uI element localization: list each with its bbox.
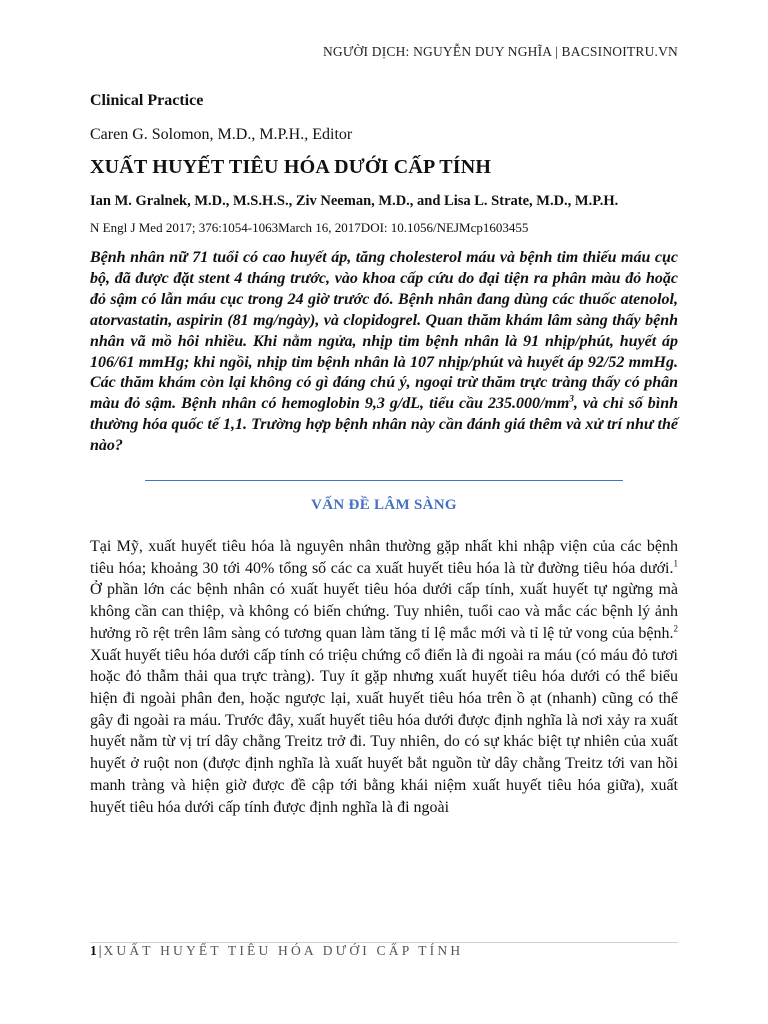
author-list: Ian M. Gralnek, M.D., M.S.H.S., Ziv Neeman, M.D., and Lisa L. Strate, M.D., M.P.H. (90, 193, 619, 209)
running-title: XUẤT HUYẾT TIÊU HÓA DƯỚI CẤP TÍNH (103, 943, 464, 958)
editor-line: Caren G. Solomon, M.D., M.P.H., Editor (90, 126, 353, 143)
page-number: 1 (90, 943, 97, 958)
abstract-text-2: , và chỉ số bình thường hóa quốc tế 1,1. Trường hợp bệnh nhân này cần đánh giá thêm và xử trí như thế nào? (90, 395, 679, 455)
body-text-1: Tại Mỹ, xuất huyết tiêu hóa là nguyên nhân thường gặp nhất khi nhập viện của các bệnh tiêu hóa; khoảng 30 tới 40% tổng số các ca xuất huyết tiêu hóa là từ đường tiêu hóa dưới. (90, 538, 678, 577)
clinical-problem-heading: VẤN ĐỀ LÂM SÀNG (311, 497, 457, 514)
page-footer (90, 942, 678, 958)
body-paragraph (90, 536, 678, 818)
section-label: Clinical Practice (90, 92, 204, 109)
citation-line: N Engl J Med 2017; 376:1054-1063March 16, 2017DOI: 10.1056/NEJMcp1603455 (90, 220, 529, 235)
reference-1: 1 (673, 558, 678, 569)
footer-separator: | (98, 943, 102, 958)
footer-line (90, 943, 463, 959)
body-text-3: Xuất huyết tiêu hóa dưới cấp tính có triệu chứng cổ điển là đi ngoài ra máu (có máu đỏ tươi hoặc đỏ thẫm thải qua trực tràng). Tuy ít gặp nhưng xuất huyết tiêu hóa dưới có thể biểu hiện đi ngoài phân đen, hoặc ngược lại, xuất huyết tiêu hóa trên ồ ạt (nhanh) cũng có thể gây đi ngoài ra máu. Trước đây, xuất huyết tiêu hóa dưới được định nghĩa là nơi xảy ra xuất huyết nằm từ vị trí dây chằng Treitz trở đi. Tuy nhiên, do có sự khác biệt tự nhiên của xuất huyết ở ruột non (được định nghĩa là xuất huyết bắt nguồn từ dây chằng Treitz tới van hồi manh tràng và hiện giờ được đề cập tới bằng khái niệm xuất huyết tiêu hóa giữa), xuất huyết tiêu hóa dưới cấp tính được định nghĩa là đi ngoài (90, 646, 678, 816)
article-content (90, 92, 678, 818)
body-text-2: Ở phần lớn các bệnh nhân có xuất huyết tiêu hóa dưới cấp tính, xuất huyết tự ngừng mà không cần can thiệp, và không có biến chứng. Tuy nhiên, tuổi cao và mắc các bệnh lý ảnh hưởng rõ rệt trên lâm sàng có tương quan làm tăng tỉ lệ mắc mới và tỉ lệ tử vong của bệnh. (90, 581, 678, 642)
section-divider (145, 480, 623, 481)
article-title: XUẤT HUYẾT TIÊU HÓA DƯỚI CẤP TÍNH (90, 156, 492, 178)
case-abstract (90, 248, 678, 457)
translator-header: NGƯỜI DỊCH: NGUYỄN DUY NGHĨA | BACSINOITRU.VN (322, 44, 678, 59)
abstract-text-1: Bệnh nhân nữ 71 tuổi có cao huyết áp, tăng cholesterol máu và bệnh tim thiếu máu cục bộ, đã được đặt stent 4 tháng trước, vào khoa cấp cứu do đại tiện ra phân màu đỏ hoặc đỏ sậm có lẫn máu cục trong 24 giờ trước đó. Bệnh nhân đang dùng các thuốc atenolol, atorvastatin, aspirin (81 mg/ngày), và clopidogrel. Quan thăm khám lâm sàng thấy bệnh nhân vã mồ hôi nhiều. Khi nằm ngửa, nhịp tim bệnh nhân là 91 nhịp/phút, huyết áp 106/61 mmHg; khi ngồi, nhịp tim bệnh nhân là 107 nhịp/phút và huyết áp 92/52 mmHg. Các thăm khám còn lại không có gì đáng chú ý, ngoại trừ thăm trực tràng thấy có phân màu đỏ sậm. Bệnh nhân có hemoglobin 9,3 g/dL, tiểu cầu 235.000/mm (90, 249, 678, 413)
reference-2: 2 (673, 623, 678, 634)
abstract-superscript: 3 (569, 394, 574, 405)
